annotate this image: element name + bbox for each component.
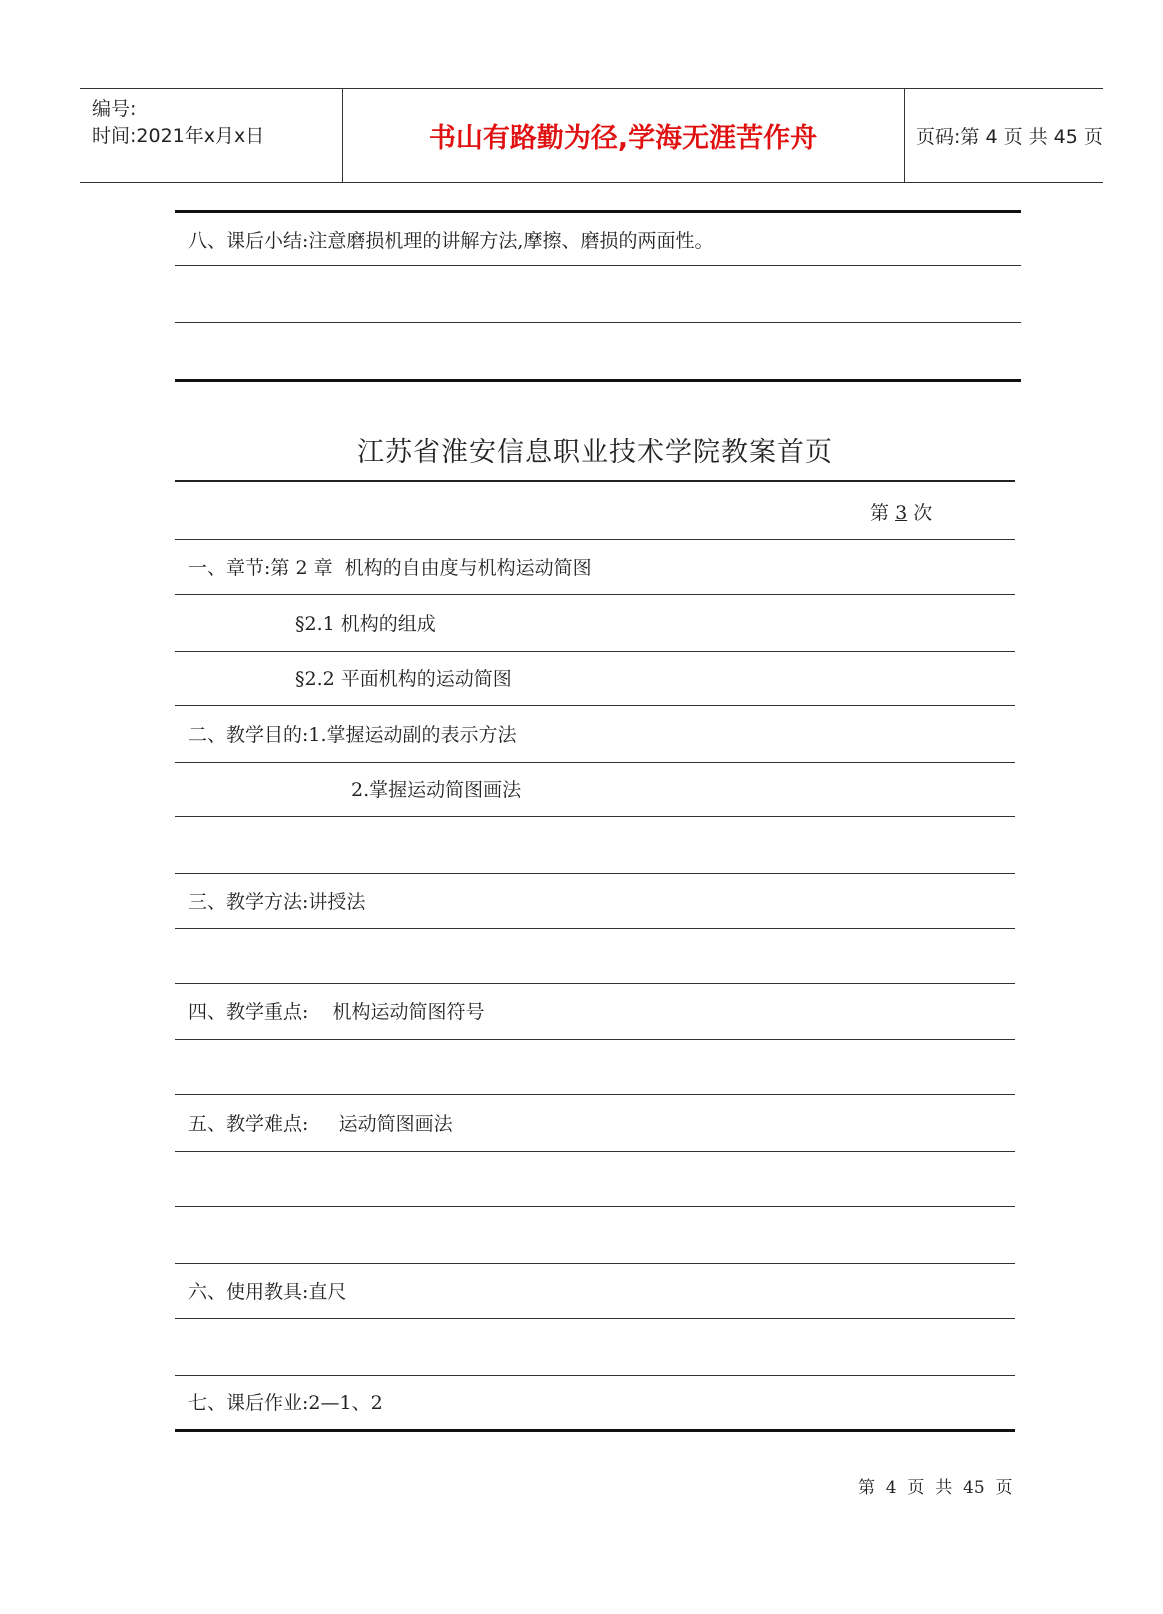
rule-thick [175, 1429, 1015, 1432]
rule [175, 705, 1015, 706]
rule [175, 480, 1015, 482]
rule [175, 1206, 1015, 1207]
rule [175, 594, 1015, 595]
rule [175, 816, 1015, 817]
row-method: 三、教学方法:讲授法 [188, 891, 366, 913]
row-homework: 七、课后作业:2—1、2 [188, 1392, 383, 1414]
rule [175, 873, 1015, 874]
lesson-title: 江苏省淮安信息职业技术学院教案首页 [357, 437, 833, 468]
row-section-2-1: §2.1 机构的组成 [295, 613, 436, 635]
rule [175, 322, 1021, 323]
rule [175, 1318, 1015, 1319]
row-chapter: 一、章节:第 2 章 机构的自由度与机构运动简图 [188, 557, 592, 579]
session-suffix: 次 [913, 502, 933, 524]
session-prefix: 第 [870, 502, 890, 524]
row-objective-2: 2.掌握运动简图画法 [351, 779, 522, 801]
row-difficulty: 五、教学难点: 运动简图画法 [188, 1113, 453, 1135]
rule [175, 1375, 1015, 1376]
header-motto: 书山有路勤为径,学海无涯苦作舟 [428, 123, 818, 154]
row-section-2-2: §2.2 平面机构的运动简图 [295, 668, 512, 690]
rule [175, 1094, 1015, 1095]
rule [175, 1039, 1015, 1040]
session-count [870, 501, 932, 525]
row-teaching-aids: 六、使用教具:直尺 [188, 1281, 347, 1303]
rule-thick [175, 379, 1021, 382]
number-label: 编号: [92, 98, 137, 120]
rule [175, 1151, 1015, 1152]
page-footer: 第 4 页 共 45 页 [858, 1478, 1013, 1498]
rule [175, 983, 1015, 984]
rule [175, 539, 1015, 540]
session-number: 3 [895, 502, 908, 524]
time-label: 时间:2021年x月x日 [92, 125, 265, 147]
header-page-label: 页码:第 4 页 共 45 页 [916, 126, 1103, 148]
header-meta [80, 89, 342, 182]
rule [175, 762, 1015, 763]
rule [175, 1263, 1015, 1264]
rule-thick [175, 210, 1021, 213]
row-objective: 二、教学目的:1.掌握运动副的表示方法 [188, 724, 517, 746]
rule [175, 265, 1021, 266]
rule [175, 928, 1015, 929]
summary-text: 八、课后小结:注意磨损机理的讲解方法,摩擦、磨损的两面性。 [188, 230, 714, 252]
row-key-point: 四、教学重点: 机构运动简图符号 [188, 1001, 485, 1023]
header-divider [904, 89, 905, 182]
page-header [80, 88, 1103, 183]
rule [175, 651, 1015, 652]
